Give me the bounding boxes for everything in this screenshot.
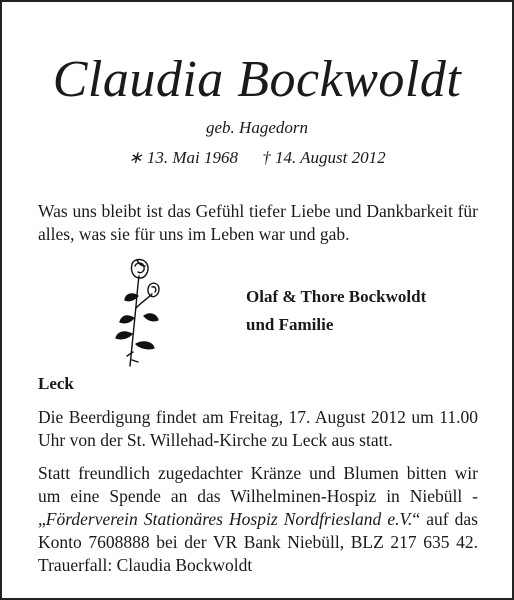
donation-text-2: “ auf das Konto 7608888 bei der VR Bank Niebüll, BLZ 217 635 42. Trauerfall: Claudia Bockwoldt	[38, 509, 478, 575]
donation-info	[38, 462, 478, 577]
family-signature	[246, 283, 426, 339]
death-date: † 14. August 2012	[262, 148, 386, 167]
family-line-2: und Familie	[246, 315, 334, 334]
maiden-name: geb. Hagedorn	[206, 118, 308, 137]
birth-date: ∗ 13. Mai 1968	[128, 148, 238, 167]
rose-icon	[112, 256, 168, 372]
donation-organization: Förderverein Stationäres Hospiz Nordfriesland e.V.	[45, 509, 413, 529]
place-name: Leck	[38, 374, 74, 393]
life-dates	[0, 148, 514, 168]
family-line-1: Olaf & Thore Bockwoldt	[246, 287, 427, 306]
funeral-info: Die Beerdigung findet am Freitag, 17. August 2012 um 11.00 Uhr von der St. Willehad-Kirche zu Leck aus statt.	[38, 407, 478, 450]
deceased-name: Claudia Bockwoldt	[52, 51, 462, 108]
donation-text-1: Statt freundlich zugedachter Kränze und Blumen bitten wir um eine Spende an das Wilhelminen-Hospiz in Niebüll - „	[38, 463, 478, 529]
memorial-quote: Was uns bleibt ist das Gefühl tiefer Liebe und Dankbarkeit für alles, was sie für uns im Leben war und gab.	[38, 201, 478, 244]
